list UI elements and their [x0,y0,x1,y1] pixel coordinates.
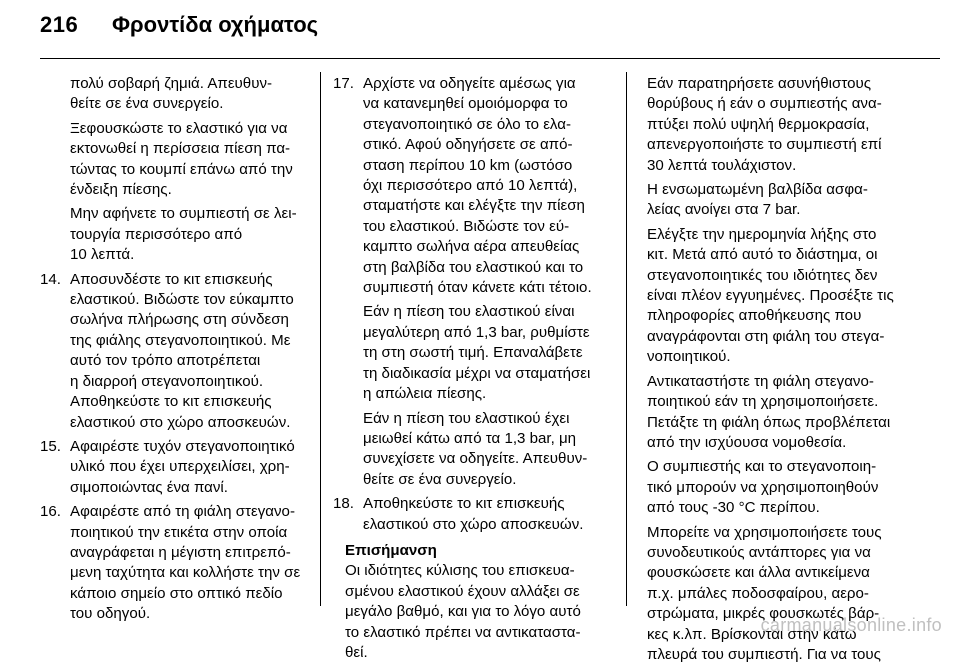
header-rule [40,58,940,59]
watermark: carmanualsonline.info [760,615,942,635]
list-item [40,270,310,433]
paragraph: Η ενσωματωμένη βαλβίδα ασφα- λείας ανοίγει στα 7 bar. [647,181,868,219]
item-text: Αποσυνδέστε το κιτ επισκευής ελαστικού. Βιδώστε τον εύκαμπτο σωλήνα πλήρωσης στη σύνδεση της φιάλης στεγανοποιητικού. Με αυτό τον τρόπο αποτρέπεται η διαρροή στεγανοποιητικού. Αποθηκεύστε το κιτ επισκευής ελαστικού στο χώρο αποσκευών. [70,270,294,431]
item-number: 16. [40,503,61,521]
column-left [40,74,310,629]
item-number: 17. [333,75,354,92]
item-number: 14. [40,270,61,288]
column-middle [333,74,608,663]
item-text: Αρχίστε να οδηγείτε αμέσως για να κατανεμηθεί ομοιόμορφα το στεγανοποιητικό σε όλο το ελα- στικό. Αφού οδηγήσετε σε από- σταση περίπου 10 km (ωστόσο όχι περισσότερο από 10 λεπτά), σταματήστε και ελέγξτε την πίεση του ελαστικού. Βιδώστε τον εύ- καμπτο σωλήνα αέρα απευθείας στη βαλβίδα του ελαστικού και το συμπιεστή όταν κάνετε κάτι τέτοιο. [363,75,592,297]
paragraph: Εάν παρατηρήσετε ασυνήθιστους θορύβους ή εάν ο συμπιεστής ανα- πτύξει πολύ υψηλή θερμοκρασία, απενεργοποιήστε το συμπιεστή επί 30 λεπτά τουλάχιστον. [647,75,882,174]
paragraph: Αντικαταστήστε τη φιάλη στεγανο- ποιητικού εάν τη χρησιμοποιήσετε. Πετάξτε τη φιάλη όπως προβλέπεται από την ισχύουσα νομοθεσία. [647,372,891,451]
item-text: Αφαιρέστε από τη φιάλη στεγανο- ποιητικού την ετικέτα στην οποία αναγράφεται η μέγιστη επιτρεπό- μενη ταχύτητα και κολλήστε την σε κάποιο σημείο στο οπτικό πεδίο του οδηγού. [70,503,301,623]
page-header [40,12,318,48]
item-text: Αφαιρέστε τυχόν στεγανοποιητικό υλικό που έχει υπερχειλίσει, χρη- σιμοποιώντας ένα πανί. [70,437,295,496]
list-item [40,502,310,624]
paragraph: Ξεφουσκώστε το ελαστικό για να εκτονωθεί η περίσσεια πίεση πα- τώντας το κουμπί επάνω από την ένδειξη πίεσης. [70,119,293,199]
paragraph: Ο συμπιεστής και το στεγανοποιη- τικό μπορούν να χρησιμοποιηθούν από τους -30 °C περίπου. [647,458,879,517]
column-divider [320,72,321,606]
item-number: 15. [40,437,61,455]
paragraph: Μην αφήνετε το συμπιεστή σε λει- τουργία περισσότερο από 10 λεπτά. [70,205,297,264]
item-number: 18. [333,495,354,513]
paragraph: Εάν η πίεση του ελαστικού είναι μεγαλύτερη από 1,3 bar, ρυθμίστε τη στη σωστή τιμή. Επαναλάβετε τη διαδικασία μέχρι να σταματήσει η απώλεια πίεσης. [363,303,591,403]
column-divider [626,72,627,606]
list-item [40,437,310,498]
list-item [333,494,608,535]
list-item [333,74,608,298]
column-right [647,74,910,669]
paragraph: Εάν η πίεση του ελαστικού έχει μειωθεί κάτω από τα 1,3 bar, μη συνεχίσετε να οδηγείτε. Απευθυν- θείτε σε ένα συνεργείο. [363,409,588,488]
item-text: Αποθηκεύστε το κιτ επισκευής ελαστικού στο χώρο αποσκευών. [363,495,584,533]
paragraph: πολύ σοβαρή ζημιά. Απευθυν- θείτε σε ένα συνεργείο. [70,75,273,113]
paragraph: Ελέγξτε την ημερομηνία λήξης στο κιτ. Μετά από αυτό το διάστημα, οι στεγανοποιητικές του ιδιότητες δεν είναι πλέον εγγυημένες. Προσέξτε τις πληροφορίες αποθήκευσης που αναγράφονται στη φιάλη του στεγα- νοποιητικού. [647,225,894,366]
page-number: 216 [40,12,79,37]
paragraph: Μπορείτε να χρησιμοποιήσετε τους συνοδευτικούς αντάπτορες για να φουσκώσετε και άλλα αντικείμενα π.χ. μπάλες ποδοσφαίρου, αερο- στρώματα, μικρές φουσκωτές βάρ- κες κ.λπ. Βρίσκονται στην κάτω πλευρά του συμπιεστή. Για να τους [647,523,882,663]
running-title: Φροντίδα οχήματος [112,12,319,37]
note-title: Επισήμανση [345,541,437,559]
note-text: Οι ιδιότητες κύλισης του επισκευα- σμένου ελαστικού έχουν αλλάξει σε μεγάλο βαθμό, και για το λόγο αυτό το ελαστικό πρέπει να αντικαταστα- θεί. [345,562,581,661]
